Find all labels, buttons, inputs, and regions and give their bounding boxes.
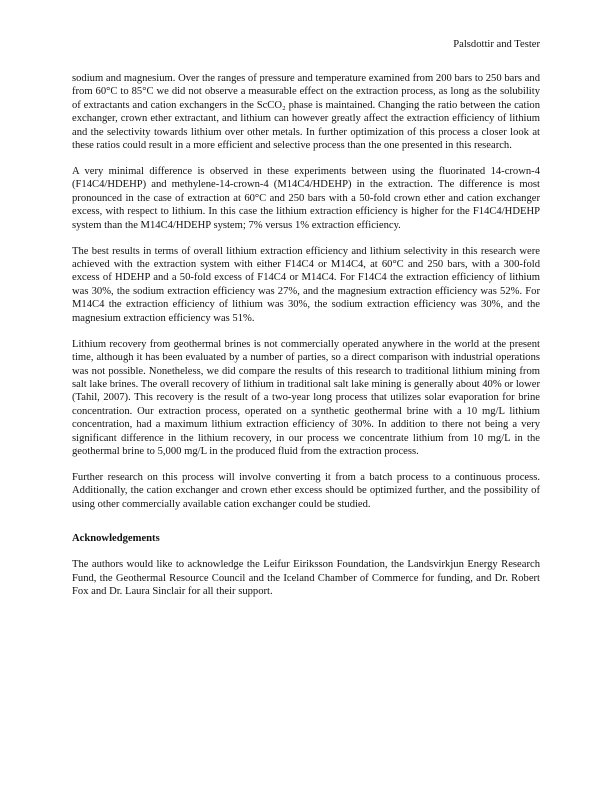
body-paragraph-5: Further research on this process will involve converting it from a batch process to a continuous process. Additionally, the cation exchanger and crown ether excess should be optimized further, and the possibility of using other commercially available cation exchanger could be studied. xyxy=(72,471,540,510)
acknowledgements-text: The authors would like to acknowledge the Leifur Eiriksson Foundation, the Landsvirkjun Energy Research Fund, the Geothermal Resource Council and the Iceland Chamber of Commerce for funding, and Dr. Robert Fox and Dr. Laura Sinclair for all their support. xyxy=(72,559,540,597)
page-content xyxy=(72,72,540,611)
body-paragraph-3: The best results in terms of overall lithium extraction efficiency and lithium selectivity in this research were achieved with the extraction system with either F14C4 or M14C4, at 60°C and 250 bars, with a 300-fold excess of HDEHP and a 50-fold excess of F14C4 or M14C4. For F14C4 the extraction efficiency of lithium was 30%, the sodium extraction efficiency was 27%, and the magnesium extraction efficiency was 52%. For M14C4 the extraction efficiency of lithium was 30%, the sodium extraction efficiency was 30%, and the magnesium extraction efficiency was 51%. xyxy=(72,245,540,324)
acknowledgements-heading: Acknowledgements xyxy=(72,533,160,545)
body-paragraph-4: Lithium recovery from geothermal brines is not commercially operated anywhere in the world at the present time, although it has been evaluated by a number of parties, so a direct comparison with industrial operations was not possible. Nonetheless, we did compare the results of this research to traditional lithium mining from salt lake brines. The overall recovery of lithium in traditional salt lake mining is generally about 40% or lower (Tahil, 2007). This recovery is the result of a two-year long process that utilizes solar evaporation for brine concentration. Our extraction process, operated on a synthetic geothermal brine with a 10 mg/L lithium concentration, had a maximum lithium extraction efficiency of 30%. In addition to there not being a very significant difference in the lithium recovery, in our process we concentrate lithium from 10 mg/L in the geothermal brine to 5,000 mg/L in the produced fluid from the extraction process. xyxy=(72,338,540,457)
body-paragraph-2: A very minimal difference is observed in these experiments between using the fluorinated 14-crown-4 (F14C4/HDEHP) and methylene-14-crown-4 (M14C4/HDEHP) in the extraction. The difference is most pronounced in the case of extraction at 60°C and 250 bars with a 50-fold crown ether and cation exchanger excess, with respect to lithium. In this case the lithium extraction efficiency is higher for the F14C4/HDEHP system than the M14C4/HDEHP system; 7% versus 1% extraction efficiency. xyxy=(72,166,540,231)
running-head: Palsdottir and Tester xyxy=(453,39,540,50)
body-paragraph-1: sodium and magnesium. Over the ranges of pressure and temperature examined from 200 bars to 250 bars and from 60°C to 85°C we did not observe a measurable effect on the extraction process, as long as the solubility of extractants and cation exchangers in the ScCO₂ phase is maintained. Changing the ratio between the cation exchanger, crown ether extractant, and lithium can however greatly affect the extraction efficiency of lithium and the selectivity towards lithium over other metals. In further optimization of this process a closer look at these ratios could result in a more efficient and selective process than the one presented in this research. xyxy=(72,73,540,152)
